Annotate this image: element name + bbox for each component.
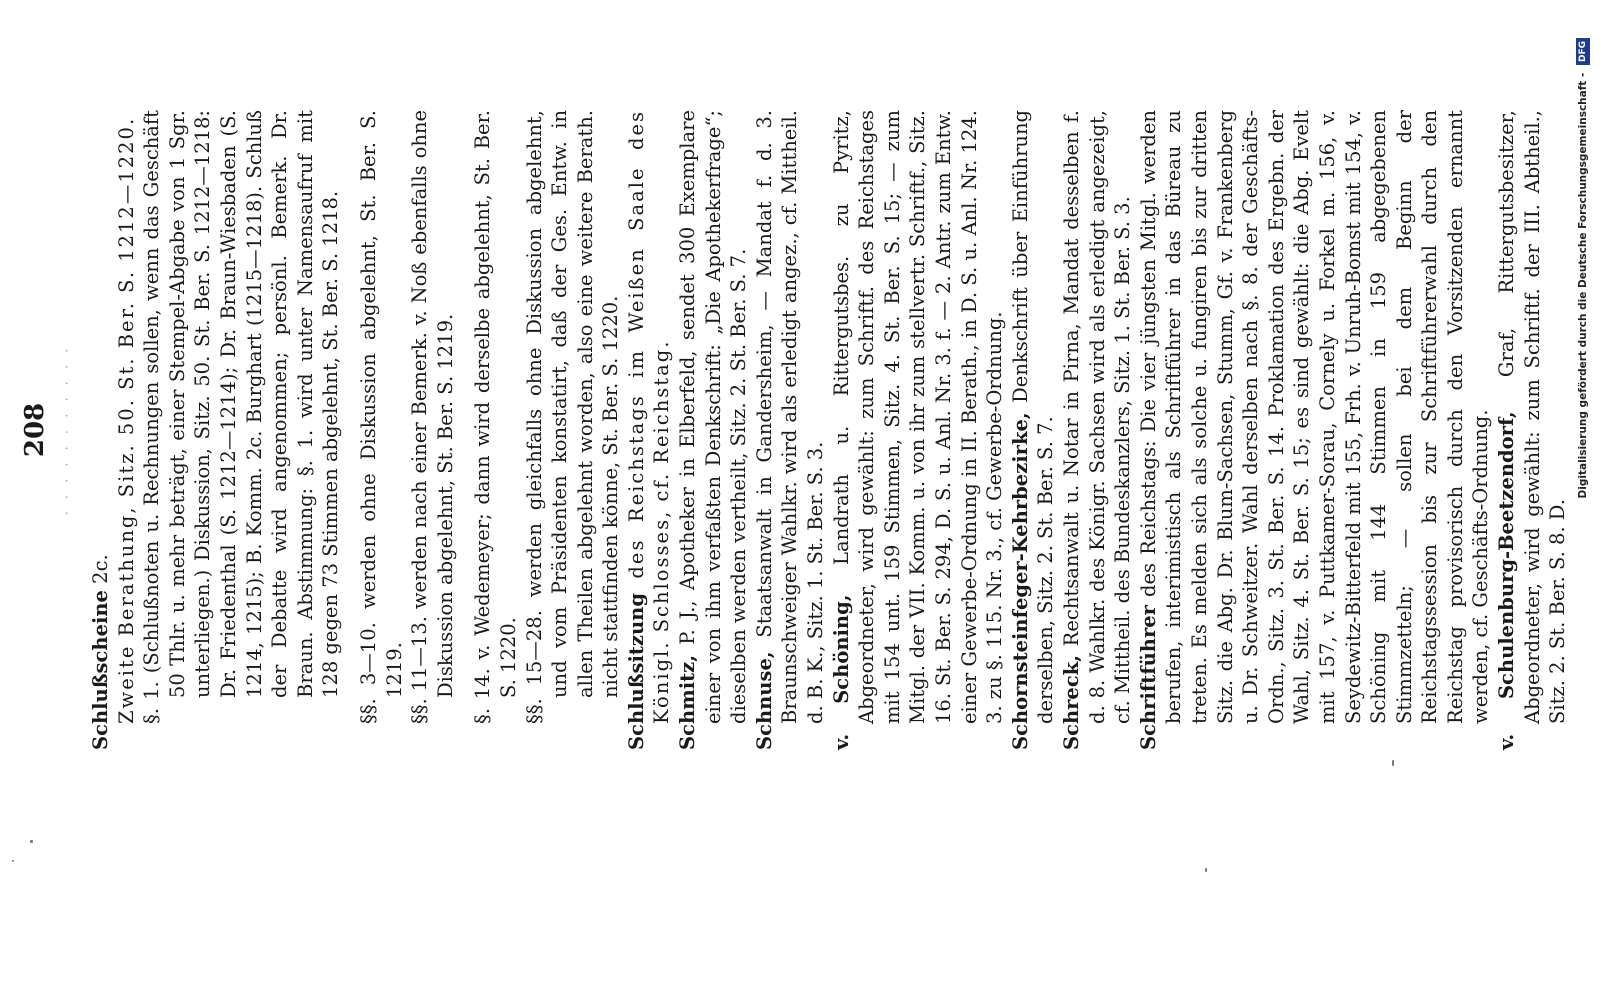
index-entry [675, 110, 752, 750]
sub-text: Zweite Berathung, Sitz. 50. St. Ber. S. 1212—1220. [114, 116, 138, 724]
entry-sub [407, 110, 458, 750]
scan-speck [1392, 760, 1394, 766]
entry-text: Graf, Rittergutsbesitzer, Abgeordneter, wird gewählt: zum Schriftf. der III. Abtheil., Sitz. 2. St. Ber. S. 8. D. [1495, 109, 1570, 724]
sub-text: werden gleichfalls ohne Diskussion abgelehnt, und vom Präsidenten konstatirt, daß der Ges. Entw. in allen Theilen abgelehnt worden, also eine weitere Berath. nicht stattfinden könne, St. Ber. S. 1220. [522, 110, 623, 698]
index-entry [752, 110, 829, 750]
entry-sub [139, 110, 344, 750]
sub-label: §. 1. [140, 681, 164, 724]
entry-head: Schreck, [1059, 655, 1083, 750]
entry-sub [470, 110, 521, 750]
entry-head: v. Schöning, [829, 594, 853, 750]
sub-text: (Schlußnoten u. Rechnungen sollen, wenn das Geschäft 50 Thlr. u. mehr beträgt, einer Stempel-Abgabe von 1 Sgr. unterliegen.) Diskussion, Sitz. 50. St. Ber. S. 1212—1218: Dr. Friedenthal (S. 1212—1214); Dr. Braun-Wiesbaden (S. 1214, 1215); B. Komm. 2c. Burghart (1215—1218). Schluß der Debatte wird angenommen; persönl. Bemerk. Dr. Braun. Abstimmung: §. 1. wird unter Namensaufruf mit 128 gegen 73 Stimmen abgelehnt, St. Ber. S. 1218. [140, 110, 343, 698]
entry-sub [522, 110, 624, 750]
sub-text: v. Wedemeyer; dann wird derselbe abgelehnt, St. Ber. S. 1220. [471, 110, 520, 698]
header-noise: · · · · · · · · · · · [60, 344, 75, 516]
sub-label: §§. 11—13. [408, 616, 432, 724]
index-entry [1136, 110, 1494, 750]
entry-head: Schmitz, [676, 654, 700, 750]
entry-head: Schlußsitzung [624, 593, 648, 750]
entry-text: Rechtsanwalt u. Notar in Pirna, Mandat desselben f. d. 8. Wahlkr. des Königr. Sachsen wird als erledigt angezeigt, cf. Mittheil. des Bundeskanzlers, Sitz. 1. St. Ber. S. 3. [1059, 110, 1135, 724]
scan-speck [12, 860, 14, 862]
entry-text: des Reichstags: Die vier jüngsten Mitgl. werden berufen, interimistisch als Schriftführer in das Büreau zu treten. Es melden sich als solche u. fungiren bis zur dritten Sitz. die Abg. Dr. Blum-Sachsen, Stumm, Gf. v. Frankenberg u. Dr. Schweitzer. Wahl derselben nach §. 8. der Geschäfts-Ordn., Sitz. 3. St. Ber. S. 14. Proklamation des Ergebn. der Wahl, Sitz. 4. St. Ber. S. 15; es sind gewählt: die Abg. Evelt mit 157, v. Puttkamer-Sorau, Cornely u. Forkel m. 156, v. Seydewitz-Bitterfeld mit 155, Frh. v. Unruh-Bomst mit 154, v. Schöning mit 144 Stimmen in 159 abgegebenen Stimmzetteln; — sollen bei dem Beginn der Reichstagssession bis zur Schriftführerwahl durch den Reichstag provisorisch durch den Vorsitzenden ernannt werden, cf. Geschäfts-Ordnung. [1136, 110, 1493, 724]
dfg-logo: DFG [1576, 38, 1590, 65]
entry-text: 2c. [89, 554, 112, 584]
sub-label: §§. 3—10. [356, 622, 380, 724]
sub-label: §. 14. [471, 668, 495, 724]
index-entry [88, 110, 114, 750]
index-entry [829, 110, 1008, 750]
entry-text: Staatsanwalt in Gandersheim, — Mandat f. d. 3. Braunschweiger Wahlkr. wird als erledigt angez., cf. Mittheil. d. B. K., Sitz. 1. St. Ber. S. 3. [752, 110, 828, 724]
sub-text: werden ohne Diskussion abgelehnt, St. Ber. S. 1219. [356, 110, 406, 698]
entry-head: Schlußscheine [89, 590, 112, 750]
sub-text: werden nach einer Bemerk. v. Noß ebenfalls ohne Diskussion abgelehnt, St. Ber. S. 1219. [408, 110, 457, 698]
entry-text: P. J., Apotheker in Elberfeld, sendet 300 Exemplare einer von ihm verfaßten Denkschrift: „Die Apothekerfrage“; dieselben werden vertheilt, Sitz. 2. St. Ber. S. 7. [676, 110, 751, 724]
entry-head: Schnuse, [752, 651, 776, 750]
index-entry [1008, 110, 1059, 750]
page-number: 208 [20, 402, 50, 458]
digitization-note-label: Digitalisierung gefördert durch die Deutsche Forschungsgemeinschaft - [1577, 72, 1589, 499]
entry-text: Denkschrift über Einführung derselben, Sitz. 2. St. Ber. S. 7. [1008, 110, 1058, 724]
digitization-note [1558, 0, 1608, 1000]
scan-speck [30, 840, 33, 843]
scan-speck [1205, 868, 1207, 872]
index-column [88, 109, 1570, 750]
index-entry [1059, 110, 1136, 750]
digitization-note-text [1558, 0, 1608, 1000]
entry-sub [114, 110, 140, 750]
index-entry [624, 110, 675, 750]
entry-head: Schriftführer [1136, 605, 1160, 750]
entry-sub [356, 110, 407, 750]
entry-head: v. Schulenburg-Beetzendorf, [1495, 411, 1519, 750]
entry-head: Schornsteinfeger-Kehrbezirke, [1008, 412, 1032, 750]
sub-label: §§. 15—28. [522, 610, 546, 724]
entry-text: Landrath u. Rittergutsbes. zu Pyritz, Abgeordneter, wird gewählt: zum Schriftf. des Reichstages mit 154 unt. 159 Stimmen, Sitz. 4. St. Ber. S. 15; — zum Mitgl. der VII. Komm. u. von ihr zum stellvertr. Schriftf., Sitz. 16. St. Ber. S. 294, D. S. u. Anl. Nr. 3. f. — 2. Antr. zum Entw. einer Gewerbe-Ordnung in II. Berath., in D. S. u. Anl. Nr. 124. 3. zu §. 115. Nr. 3., cf. Gewerbe-Ordnung. [829, 110, 1007, 724]
entry-text: des Reichstags im Weißen Saale des Königl. Schlosses, cf. Reichstag. [624, 109, 674, 724]
